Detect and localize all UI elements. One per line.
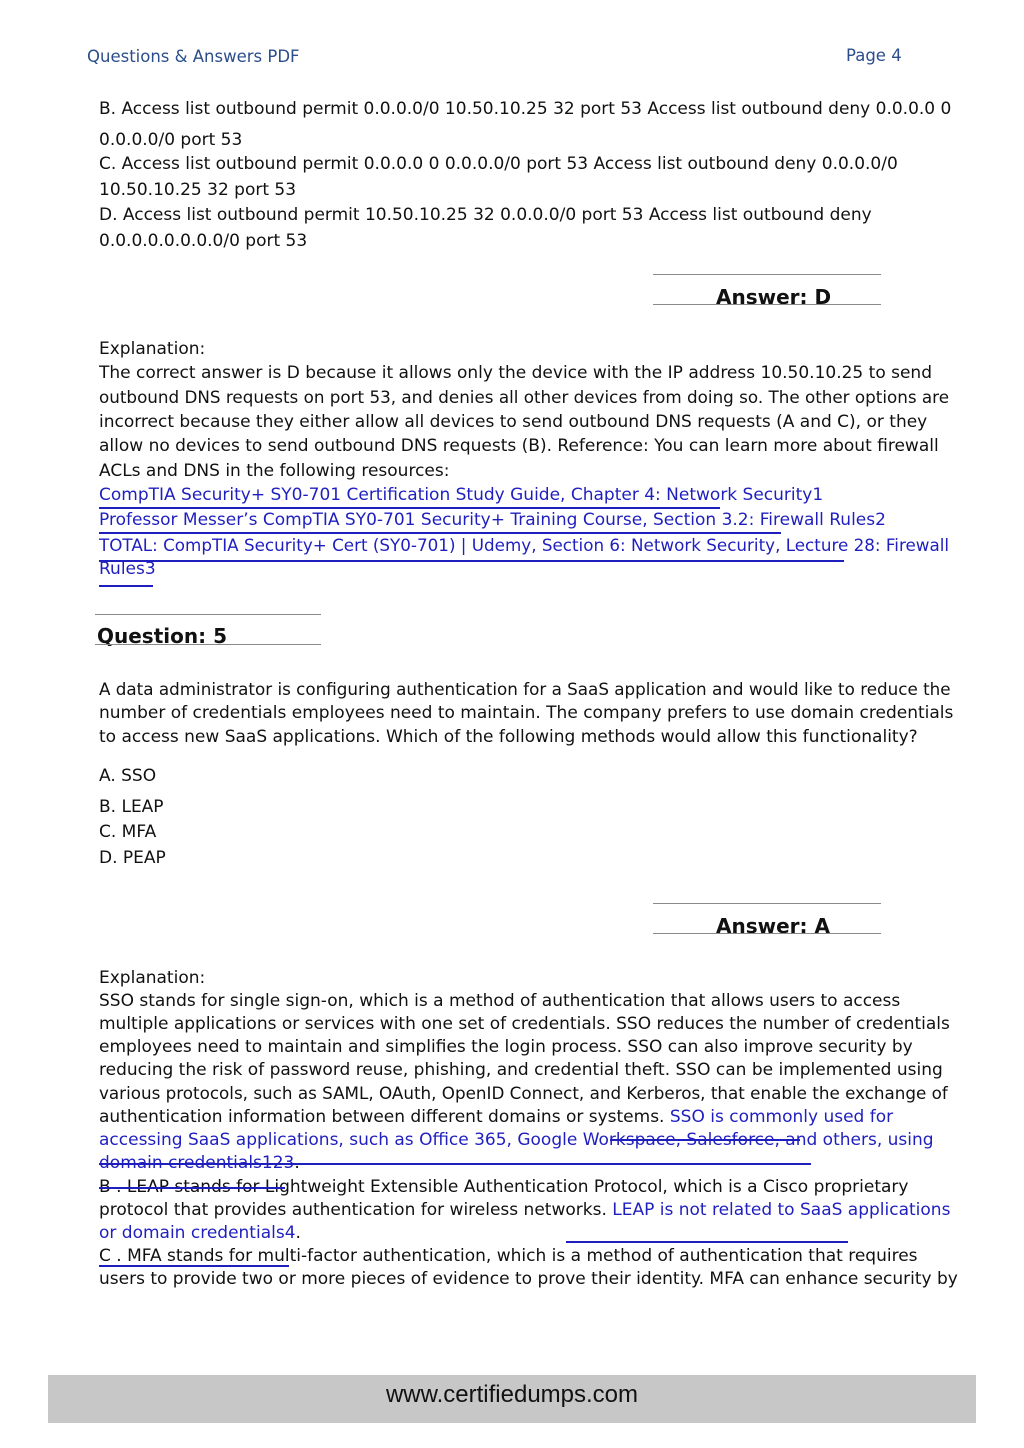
explanation-line: various protocols, such as SAML, OAuth, OpenID Connect, and Kerberos, that enable the exchange of — [99, 1083, 948, 1103]
answer-d: Answer: D — [716, 285, 832, 309]
reference-link[interactable]: TOTAL: CompTIA Security+ Cert (SY0-701) | Udemy, Section 6: Network Security, Lecture 28: Firewall — [99, 535, 950, 555]
explanation-line: ACLs and DNS in the following resources: — [99, 461, 450, 481]
leap-explanation-line — [99, 1198, 950, 1222]
question-text-line: A data administrator is configuring authentication for a SaaS application and would like to reduce the — [99, 679, 951, 699]
reference-link[interactable]: CompTIA Security+ SY0-701 Certification Study Guide, Chapter 4: Network Security1 — [99, 485, 824, 505]
answer-box-top-rule — [653, 274, 881, 275]
leap-explanation-line — [99, 1221, 301, 1245]
leap-link[interactable]: LEAP is not related to SaaS applications — [612, 1200, 951, 1220]
option-d-line-1: D. Access list outbound permit 10.50.10.25 32 0.0.0.0/0 port 53 Access list outbound deny — [99, 205, 872, 225]
explanation-line: employees need to maintain and simplifies the login process. SSO can also improve security by — [99, 1037, 913, 1057]
question-heading-bottom-rule — [95, 644, 321, 645]
answer-a: Answer: A — [716, 914, 830, 938]
option-b-line-1: B. Access list outbound permit 0.0.0.0/0 10.50.10.25 32 port 53 Access list outbound deny 0.0.0.0 0 — [99, 99, 952, 119]
explanation-line: allow no devices to send outbound DNS requests (B). Reference: You can learn more about firewall — [99, 436, 939, 456]
option-c-line-1: C. Access list outbound permit 0.0.0.0 0 0.0.0.0/0 port 53 Access list outbound deny 0.0.0.0/0 — [99, 154, 898, 174]
mfa-explanation-line: users to provide two or more pieces of evidence to prove their identity. MFA can enhance security by — [99, 1269, 958, 1289]
option-d-line-2: 0.0.0.0.0.0.0.0/0 port 53 — [99, 231, 308, 251]
sso-link-end[interactable]: domain credentials123 — [99, 1153, 295, 1173]
link-underline — [99, 585, 153, 587]
reference-link[interactable]: Professor Messer’s CompTIA SY0-701 Security+ Training Course, Section 3.2: Firewall Rules2 — [99, 510, 886, 530]
page-number: Page 4 — [846, 46, 902, 65]
option-b-line-2: 0.0.0.0/0 port 53 — [99, 130, 243, 150]
period: . — [294, 1153, 300, 1173]
explanation-line: SSO stands for single sign-on, which is a method of authentication that allows users to access — [99, 991, 901, 1011]
option-b: B. LEAP — [99, 797, 164, 817]
strike-line — [99, 1187, 285, 1189]
leap-link-end[interactable]: or domain credentials4 — [99, 1223, 296, 1243]
reference-link-continued[interactable]: Rules3 — [99, 559, 156, 579]
answer-box-bottom-rule — [653, 304, 881, 305]
option-a: A. SSO — [99, 766, 157, 786]
option-c: C. MFA — [99, 822, 157, 842]
question-heading-top-rule — [95, 614, 321, 615]
explanation-line: multiple applications or services with one set of credentials. SSO reduces the number of credentials — [99, 1014, 950, 1034]
link-underline — [99, 560, 844, 562]
mfa-explanation-line: C . MFA stands for multi-factor authentication, which is a method of authentication that requires — [99, 1246, 918, 1266]
explanation-plain-text: authentication information between different domains or systems. — [99, 1107, 670, 1127]
footer-url[interactable]: www.certifiedumps.com — [385, 1381, 639, 1408]
explanation-line: The correct answer is D because it allows only the device with the IP address 10.50.10.25 to send — [99, 363, 932, 383]
option-d: D. PEAP — [99, 848, 166, 868]
question-heading: Question: 5 — [97, 624, 227, 648]
leap-plain-text: protocol that provides authentication for wireless networks. — [99, 1200, 613, 1220]
footer-banner — [48, 1375, 976, 1423]
explanation-line: incorrect because they either allow all devices to send outbound DNS requests (A and C), or they — [99, 412, 928, 432]
explanation-label: Explanation: — [99, 968, 206, 988]
explanation-line — [99, 1105, 893, 1129]
period: . — [295, 1223, 301, 1243]
answer-box-bottom-rule — [653, 933, 881, 934]
strike-line — [610, 1139, 800, 1141]
explanation-line: reducing the risk of password reuse, phishing, and credential theft. SSO can be implemented using — [99, 1060, 943, 1080]
explanation-line: outbound DNS requests on port 53, and denies all other devices from doing so. The other options are — [99, 387, 949, 407]
explanation-label: Explanation: — [99, 339, 206, 359]
leap-explanation-line: B . LEAP stands for Lightweight Extensible Authentication Protocol, which is a Cisco proprietary — [99, 1177, 909, 1197]
link-underline — [566, 1241, 848, 1243]
sso-link[interactable]: SSO is commonly used for — [669, 1107, 894, 1127]
link-underline — [99, 1163, 811, 1165]
question-text-line: to access new SaaS applications. Which of the following methods would allow this functionality? — [99, 727, 918, 747]
question-text-line: number of credentials employees need to maintain. The company prefers to use domain credentials — [99, 703, 954, 723]
answer-box-top-rule — [653, 903, 881, 904]
header-title: Questions & Answers PDF — [87, 47, 300, 66]
option-c-line-2: 10.50.10.25 32 port 53 — [99, 180, 297, 200]
sso-link-continued[interactable]: accessing SaaS applications, such as Office 365, Google Workspace, Salesforce, and others, using — [99, 1130, 934, 1150]
